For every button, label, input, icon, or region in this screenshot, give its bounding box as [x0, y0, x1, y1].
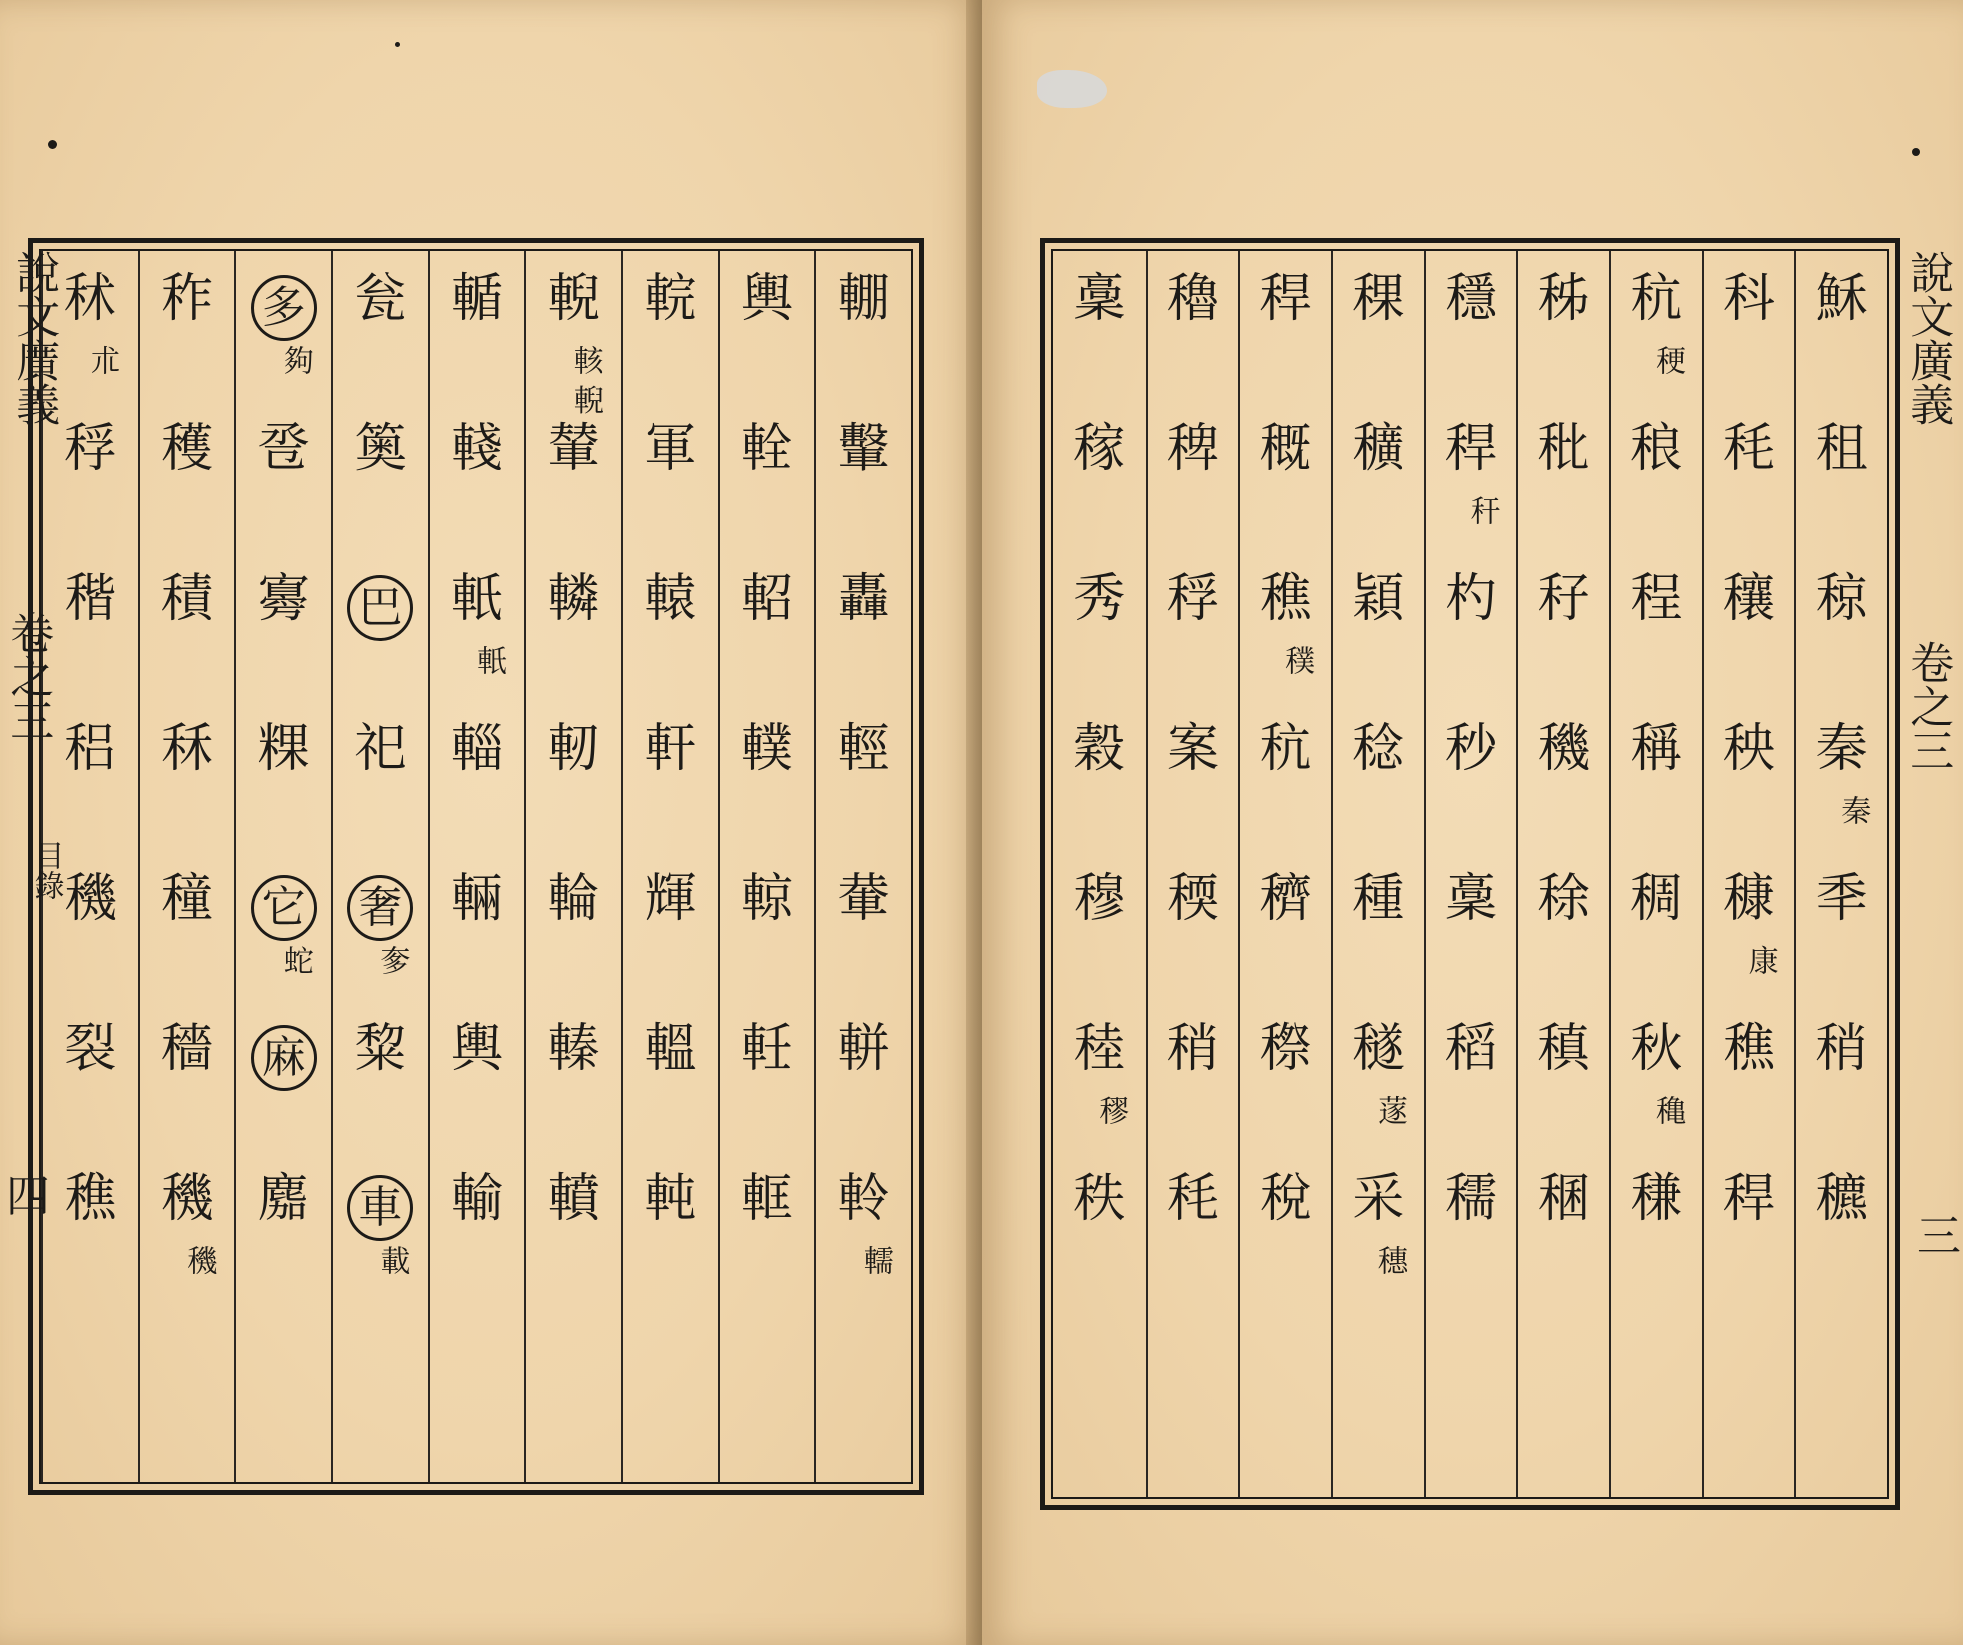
entry-character: 稻: [1444, 1019, 1497, 1079]
entry-character: 程: [1630, 569, 1683, 629]
entry-character: 軿: [837, 1019, 890, 1079]
entry-character: 稍: [1166, 1019, 1219, 1079]
entry-character: 穆: [1073, 869, 1126, 929]
entry-character: 穛: [1722, 1019, 1775, 1079]
entry-character: 轟: [837, 569, 890, 629]
right-page-number: 三: [1917, 1211, 1961, 1262]
entry-character: 穀: [1073, 719, 1126, 779]
entry-character: 秏: [1722, 419, 1775, 479]
text-column: [1702, 251, 1795, 1497]
variant-note: 穐: [1649, 1095, 1685, 1125]
entry-character: 稗: [1166, 419, 1219, 479]
variant-note: 秦: [1835, 795, 1871, 825]
entry-character: 秦: [1815, 719, 1868, 779]
text-column: [814, 251, 911, 1482]
entry-character: 輜: [450, 719, 503, 779]
text-column: [234, 251, 331, 1482]
entry-character: 轒: [547, 1169, 600, 1229]
entry-character: 穛: [64, 1169, 117, 1229]
entry-character: 秋: [1630, 1019, 1683, 1079]
entry-character: 稃: [1166, 569, 1219, 629]
text-column: [1331, 251, 1424, 1497]
entry-character: 秊: [1815, 869, 1868, 929]
entry-character: 轃: [547, 1019, 600, 1079]
entry-character: 秭: [1537, 269, 1590, 329]
entry-character: 輝: [644, 869, 697, 929]
variant-note: 穙: [1279, 645, 1315, 675]
text-column: [1146, 251, 1239, 1497]
entry-character: 秔: [1259, 719, 1312, 779]
variant-note: 蓫: [1371, 1095, 1407, 1125]
entry-character: 軨: [837, 1169, 890, 1229]
entry-character: 䉛: [354, 419, 407, 479]
entry-character: 輛: [450, 869, 503, 929]
entry-character: 穫: [160, 419, 213, 479]
entry-character: 稬: [1166, 869, 1219, 929]
entry-character: 轔: [547, 569, 600, 629]
left-side-volume: 卷之三: [2, 610, 54, 742]
text-column: [1794, 251, 1887, 1497]
entry-character: 稈: [1259, 269, 1312, 329]
entry-character: 稠: [1630, 869, 1683, 929]
entry-character: 案: [1166, 719, 1219, 779]
right-side-volume: 卷之三: [1902, 640, 1954, 772]
entry-character: 秨: [160, 269, 213, 329]
variant-note: 奓: [374, 945, 410, 975]
entry-character: 輇: [740, 419, 793, 479]
entry-character: 裂: [64, 1019, 117, 1079]
paper-damage: [1037, 70, 1107, 108]
entry-character: 輴: [450, 269, 503, 329]
variant-note: 輆 輗: [567, 345, 603, 415]
entry-character: 穩: [1444, 269, 1497, 329]
entry-character: 秒: [1444, 719, 1497, 779]
entry-character: 穤: [1444, 1169, 1497, 1229]
entry-character: 穰: [1722, 569, 1775, 629]
right-column-area: [1051, 249, 1889, 1499]
entry-character: 稌: [1537, 869, 1590, 929]
text-column: [1424, 251, 1517, 1497]
entry-character: 輚: [450, 419, 503, 479]
entry-character: 瓮: [354, 269, 407, 329]
entry-character: 稈: [1444, 419, 1497, 479]
ink-speck: [48, 140, 57, 149]
ink-speck: [395, 42, 400, 47]
entry-character: 秄: [1537, 569, 1590, 629]
text-column: [1238, 251, 1331, 1497]
variant-note: 康: [1742, 945, 1778, 975]
entry-character: 穎: [1352, 569, 1405, 629]
right-text-frame: [1040, 238, 1900, 1510]
radical-circle: 巴: [347, 575, 413, 641]
entry-character: 粿: [257, 719, 310, 779]
entry-character: 輂: [837, 869, 890, 929]
entry-character: 稛: [1537, 1169, 1590, 1229]
entry-character: 輪: [547, 869, 600, 929]
entry-character: 稴: [1630, 1169, 1683, 1229]
entry-character: 稱: [1630, 719, 1683, 779]
entry-character: 軠: [740, 1019, 793, 1079]
entry-character: 穟: [1352, 1019, 1405, 1079]
entry-character: 秫: [64, 269, 117, 329]
entry-character: 稹: [1537, 1019, 1590, 1079]
entry-character: 科: [1722, 269, 1775, 329]
entry-character: 穭: [1166, 269, 1219, 329]
entry-character: 稂: [1630, 419, 1683, 479]
entry-character: 稼: [1073, 419, 1126, 479]
entry-character: 秝: [160, 719, 213, 779]
text-column: [1609, 251, 1702, 1497]
variant-note: 秆: [1464, 495, 1500, 525]
radical-circle: 多: [251, 275, 317, 341]
entry-character: 軘: [644, 1169, 697, 1229]
entry-character: 秀: [1073, 569, 1126, 629]
text-column: [331, 251, 428, 1482]
entry-character: 轅: [644, 569, 697, 629]
entry-character: 穌: [1815, 269, 1868, 329]
entry-character: 卺: [257, 419, 310, 479]
entry-character: 稾: [1444, 869, 1497, 929]
entry-character: 祀: [354, 719, 407, 779]
text-column: [138, 251, 235, 1482]
entry-character: 租: [1815, 419, 1868, 479]
text-column: [1053, 251, 1146, 1497]
entry-character: 輿: [450, 1019, 503, 1079]
left-page-number: 四: [6, 1171, 50, 1222]
entry-character: 䊍: [354, 1019, 407, 1079]
entry-character: 秩: [1073, 1169, 1126, 1229]
entry-character: 秧: [1722, 719, 1775, 779]
variant-note: 稉: [1649, 345, 1685, 375]
entry-character: 䴥: [257, 1169, 310, 1229]
entry-character: 穖: [160, 1169, 213, 1229]
entry-character: 稑: [1073, 1019, 1126, 1079]
entry-character: 輐: [644, 269, 697, 329]
variant-note: 穗: [1371, 1245, 1407, 1275]
entry-character: 穡: [160, 1019, 213, 1079]
radical-circle: 車: [347, 1175, 413, 1241]
entry-character: 稤: [1815, 569, 1868, 629]
variant-note: 朮: [84, 345, 120, 375]
entry-character: 穄: [1259, 1019, 1312, 1079]
entry-character: 穧: [1259, 869, 1312, 929]
variant-note: 夠: [277, 345, 313, 375]
entry-character: 穛: [1259, 569, 1312, 629]
radical-circle: 麻: [251, 1025, 317, 1091]
entry-character: 輣: [837, 269, 890, 329]
entry-character: 輕: [837, 719, 890, 779]
entry-character: 稅: [1259, 1169, 1312, 1229]
entry-character: 輸: [450, 1169, 503, 1229]
right-page: [982, 0, 1963, 1645]
variant-note: 穋: [1093, 1095, 1129, 1125]
entry-character: 軭: [740, 1169, 793, 1229]
entry-character: 杓: [1444, 569, 1497, 629]
text-column: [1516, 251, 1609, 1497]
entry-character: 軒: [644, 719, 697, 779]
radical-circle: 奢: [347, 875, 413, 941]
entry-character: 穮: [1815, 1169, 1868, 1229]
entry-character: 稔: [1352, 719, 1405, 779]
entry-character: 秕: [1537, 419, 1590, 479]
entry-character: 種: [1352, 869, 1405, 929]
entry-character: 秔: [1630, 269, 1683, 329]
entry-character: 秏: [1166, 1169, 1219, 1229]
entry-character: 稾: [1073, 269, 1126, 329]
entry-character: 穖: [1537, 719, 1590, 779]
entry-character: 穜: [160, 869, 213, 929]
variant-note: 轜: [857, 1245, 893, 1275]
text-column: [621, 251, 718, 1482]
entry-character: 輬: [740, 869, 793, 929]
left-text-frame: [28, 238, 924, 1495]
entry-character: 㝰: [257, 569, 310, 629]
entry-character: 軝: [450, 569, 503, 629]
text-column: [428, 251, 525, 1482]
text-column: [524, 251, 621, 1482]
entry-character: 穊: [1259, 419, 1312, 479]
right-side-title: 說文廣義: [1902, 250, 1954, 426]
variant-note: 蛇: [277, 945, 313, 975]
entry-character: 軺: [740, 569, 793, 629]
entry-character: 穬: [1352, 419, 1405, 479]
variant-note: 穖: [181, 1245, 217, 1275]
entry-character: 穅: [1722, 869, 1775, 929]
text-column: [718, 251, 815, 1482]
entry-character: 輿: [740, 269, 793, 329]
variant-note: 載: [374, 1245, 410, 1275]
entry-character: 軔: [547, 719, 600, 779]
entry-character: 轀: [644, 1019, 697, 1079]
entry-character: 采: [1352, 1169, 1405, 1229]
left-side-section: 目錄: [28, 840, 64, 900]
variant-note: 軝: [471, 645, 507, 675]
entry-character: 稃: [64, 419, 117, 479]
left-column-area: [39, 249, 913, 1484]
entry-character: 穖: [64, 869, 117, 929]
entry-character: 稭: [64, 569, 117, 629]
entry-character: 稈: [1722, 1169, 1775, 1229]
left-side-title: 說文廣義: [8, 250, 60, 426]
entry-character: 稆: [64, 719, 117, 779]
entry-character: 稍: [1815, 1019, 1868, 1079]
entry-character: 輗: [547, 269, 600, 329]
radical-circle: 它: [251, 875, 317, 941]
entry-character: 軍: [644, 419, 697, 479]
entry-character: 積: [160, 569, 213, 629]
ink-speck: [1912, 148, 1920, 156]
entry-character: 轐: [740, 719, 793, 779]
entry-character: 輦: [547, 419, 600, 479]
entry-character: 稞: [1352, 269, 1405, 329]
entry-character: 轚: [837, 419, 890, 479]
